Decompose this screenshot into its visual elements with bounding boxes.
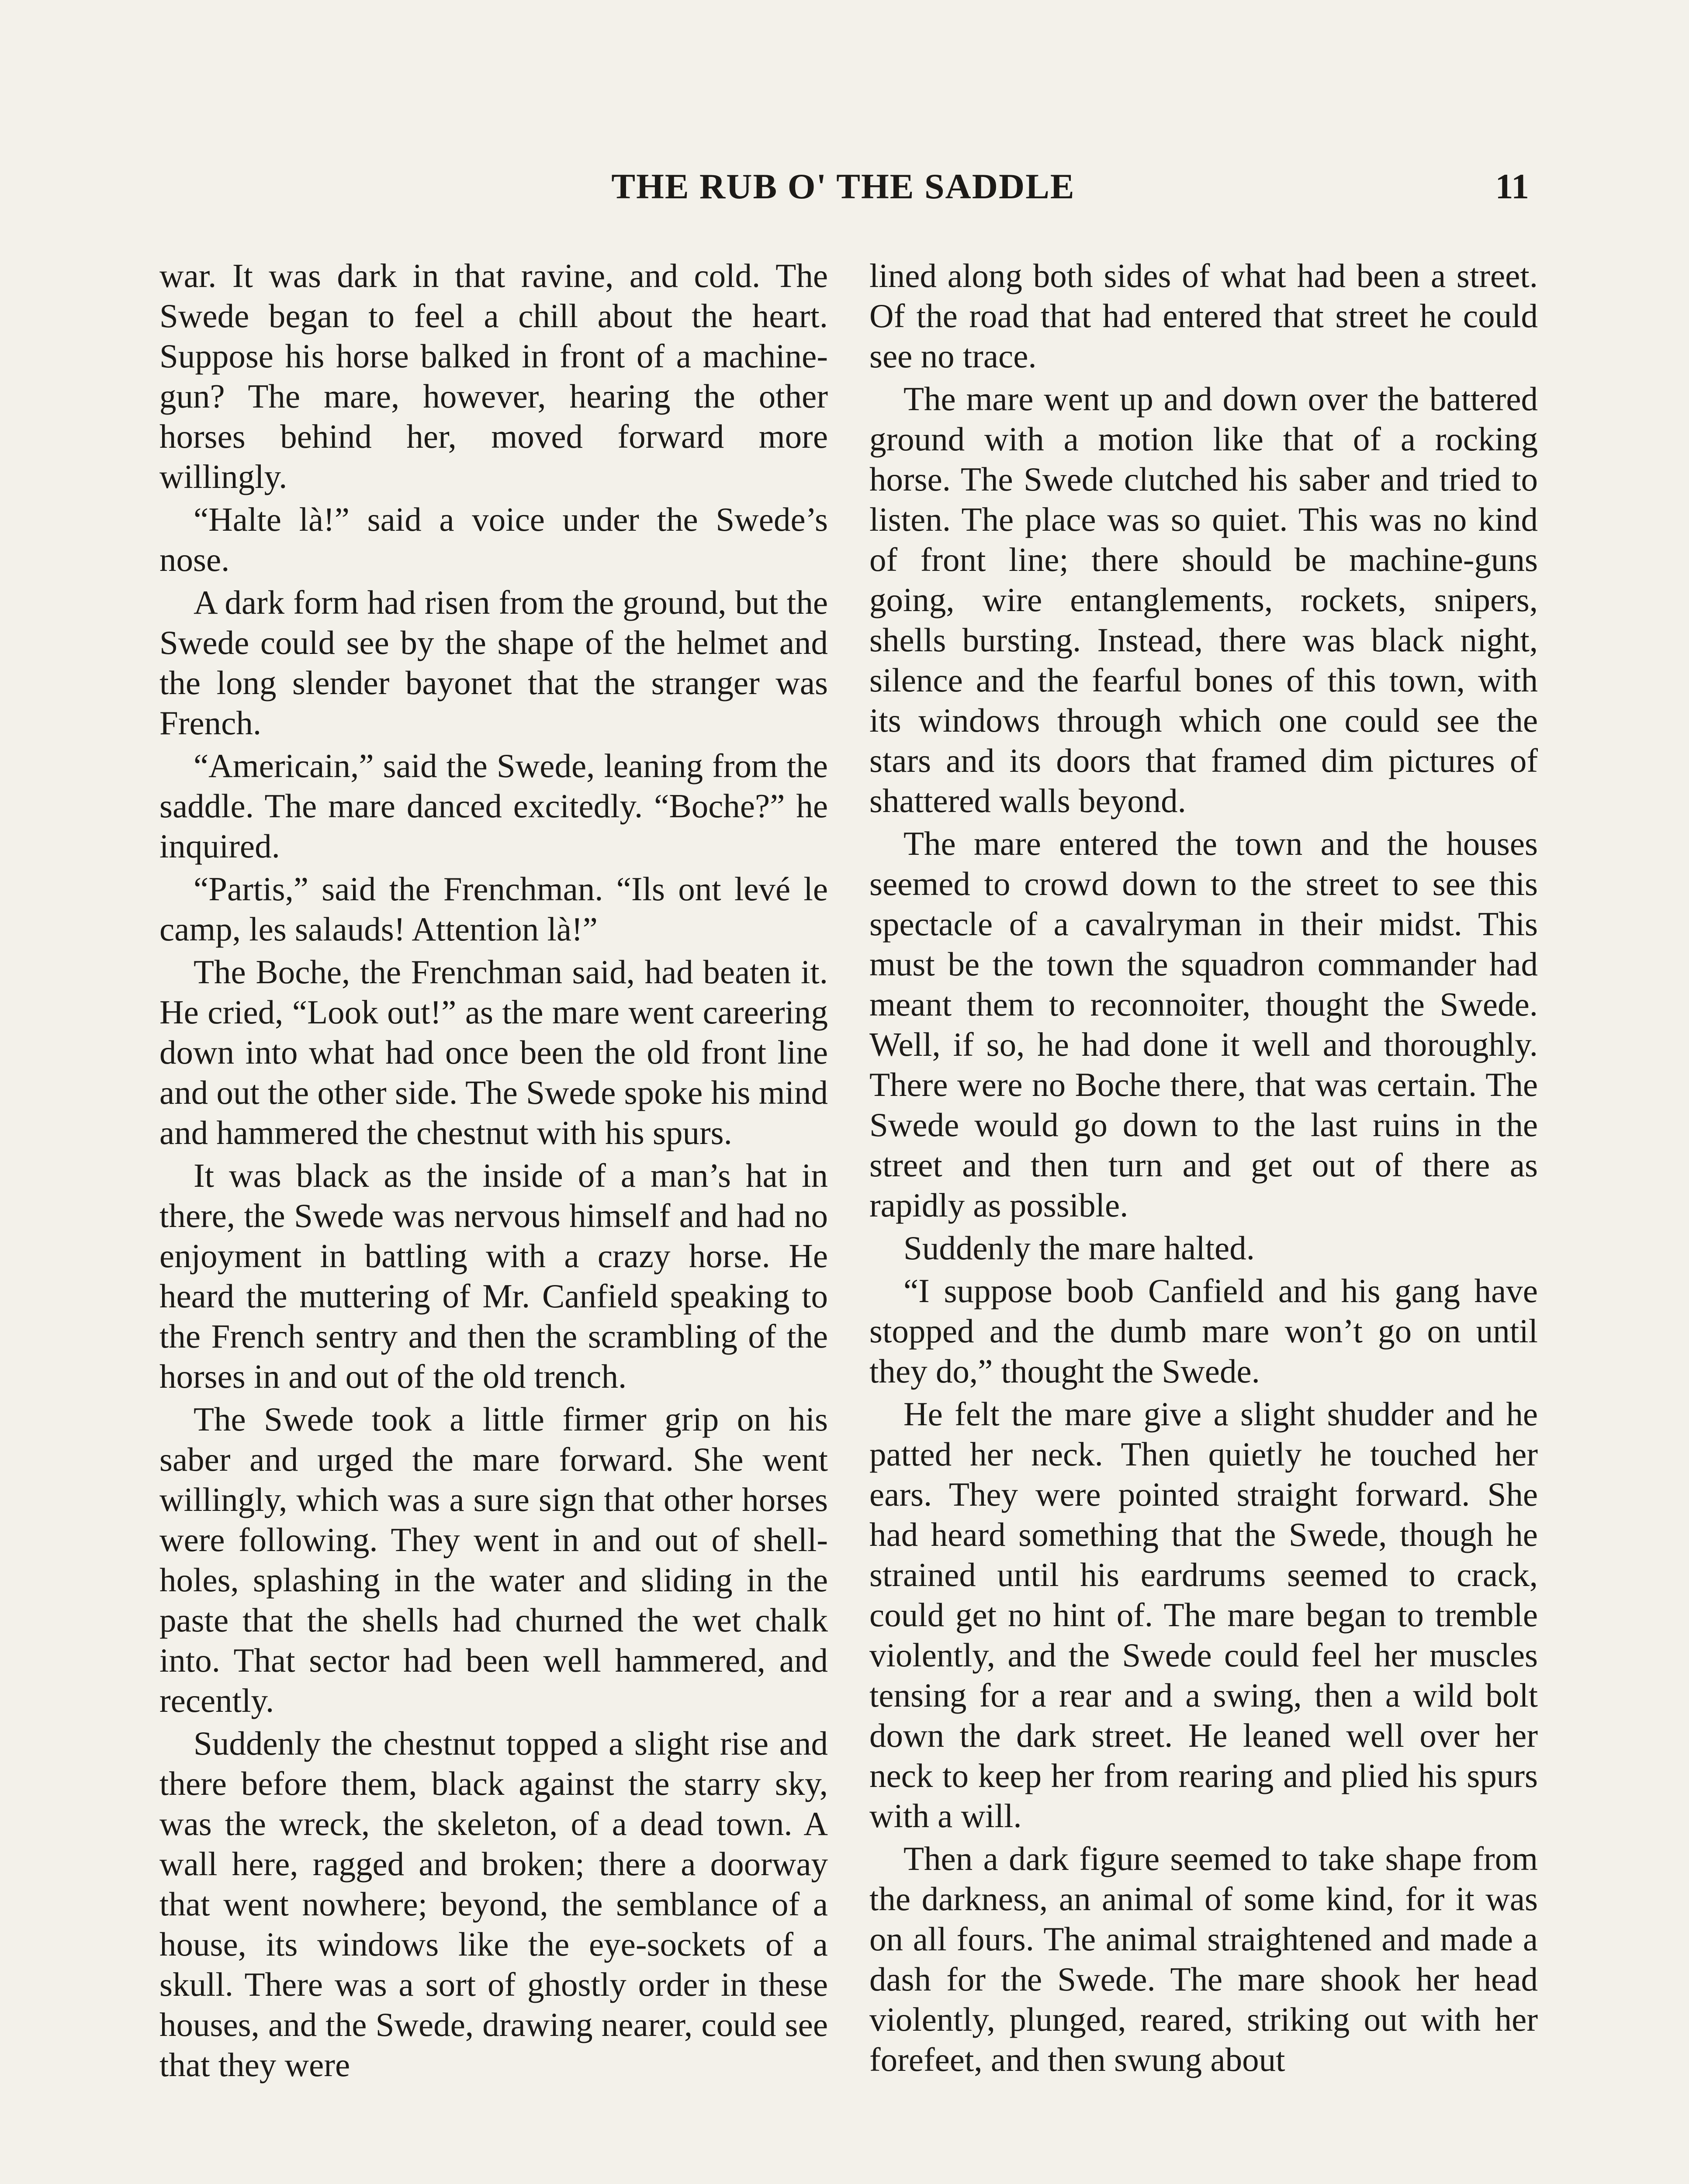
paragraph: He felt the mare give a slight shudder and he patted her neck. Then quietly he touched her ears. They were pointed straight forward. She had heard something that the Swede, though he strained until his eardrums seemed to crack, could get no hint of. The mare began to tremble violently, and the Swede could feel her muscles tensing for a rear and a swing, then a wild bolt down the dark street. He leaned well over her neck to keep her from rearing and plied his spurs with a will. (869, 1395, 1538, 1835)
paragraph: The mare entered the town and the houses seemed to crowd down to the street to see this spectacle of a cavalryman in their midst. This must be the town the squadron commander had meant them to reconnoiter, thought the Swede. Well, if so, he had done it well and thoroughly. There were no Boche there, that was certain. The Swede would go down to the last ruins in the street and then turn and get out of there as rapidly as possible. (869, 825, 1538, 1224)
paragraph: “I suppose boob Canfield and his gang have stopped and the dumb mare won’t go on until they do,” thought the Swede. (869, 1272, 1538, 1390)
paragraph: war. It was dark in that ravine, and cold. The Swede began to feel a chill about the heart. Suppose his horse balked in front of a machine-gun? The mare, however, hearing the other horses behind her, moved forward more willingly. (159, 257, 828, 495)
paragraph: The mare went up and down over the battered ground with a motion like that of a rocking horse. The Swede clutched his saber and tried to listen. The place was so quiet. This was no kind of front line; there should be machine-guns going, wire entanglements, rockets, snipers, shells bursting. Instead, there was black night, silence and the fearful bones of this town, with its windows through which one could see the stars and its doors that framed dim pictures of shattered walls beyond. (869, 380, 1538, 819)
paragraph: “Americain,” said the Swede, leaning from the saddle. The mare danced excitedly. “Boche?” he inquired. (159, 747, 828, 865)
running-head (157, 166, 1529, 227)
paragraph: The Boche, the Frenchman said, had beaten it. He cried, “Look out!” as the mare went careering down into what had once been the old front line and out the other side. The Swede spoke his mind and hammered the chestnut with his spurs. (159, 953, 828, 1151)
paragraph: Suddenly the mare halted. (903, 1229, 1255, 1267)
text-column-left (159, 256, 828, 2085)
text-column-right (869, 256, 1538, 2080)
paragraph: A dark form had risen from the ground, but the Swede could see by the shape of the helmet and the long slender bayonet that the stranger was French. (159, 584, 828, 742)
paragraph: It was black as the inside of a man’s hat in there, the Swede was nervous himself and had no enjoyment in battling with a crazy horse. He heard the muttering of Mr. Canfield speaking to the French sentry and then the scrambling of the horses in and out of the old trench. (159, 1157, 828, 1395)
paragraph: “Halte là!” said a voice under the Swede’s nose. (159, 501, 828, 578)
page-number: 11 (1495, 166, 1529, 206)
paragraph: “Partis,” said the Frenchman. “Ils ont levé le camp, les salauds! Attention là!” (159, 870, 828, 948)
paragraph: The Swede took a little firmer grip on his saber and urged the mare forward. She went willingly, which was a sure sign that other horses were following. They went in and out of shell-holes, splashing in the water and sliding in the paste that the shells had churned the wet chalk into. That sector had been well hammered, and recently. (159, 1400, 828, 1719)
paragraph: Then a dark figure seemed to take shape from the darkness, an animal of some kind, for it was on all fours. The animal straightened and made a dash for the Swede. The mare shook her head violently, plunged, reared, striking out with her forefeet, and then swung about (869, 1840, 1538, 2078)
paragraph: lined along both sides of what had been a street. Of the road that had entered that street he could see no trace. (869, 257, 1538, 375)
running-title: THE RUB O' THE SADDLE (611, 166, 1075, 206)
paragraph: Suddenly the chestnut topped a slight rise and there before them, black against the starry sky, was the wreck, the skeleton, of a dead town. A wall here, ragged and broken; there a doorway that went nowhere; beyond, the semblance of a house, its windows like the eye-sockets of a skull. There was a sort of ghostly order in these houses, and the Swede, drawing nearer, could see that they were (159, 1724, 828, 2084)
